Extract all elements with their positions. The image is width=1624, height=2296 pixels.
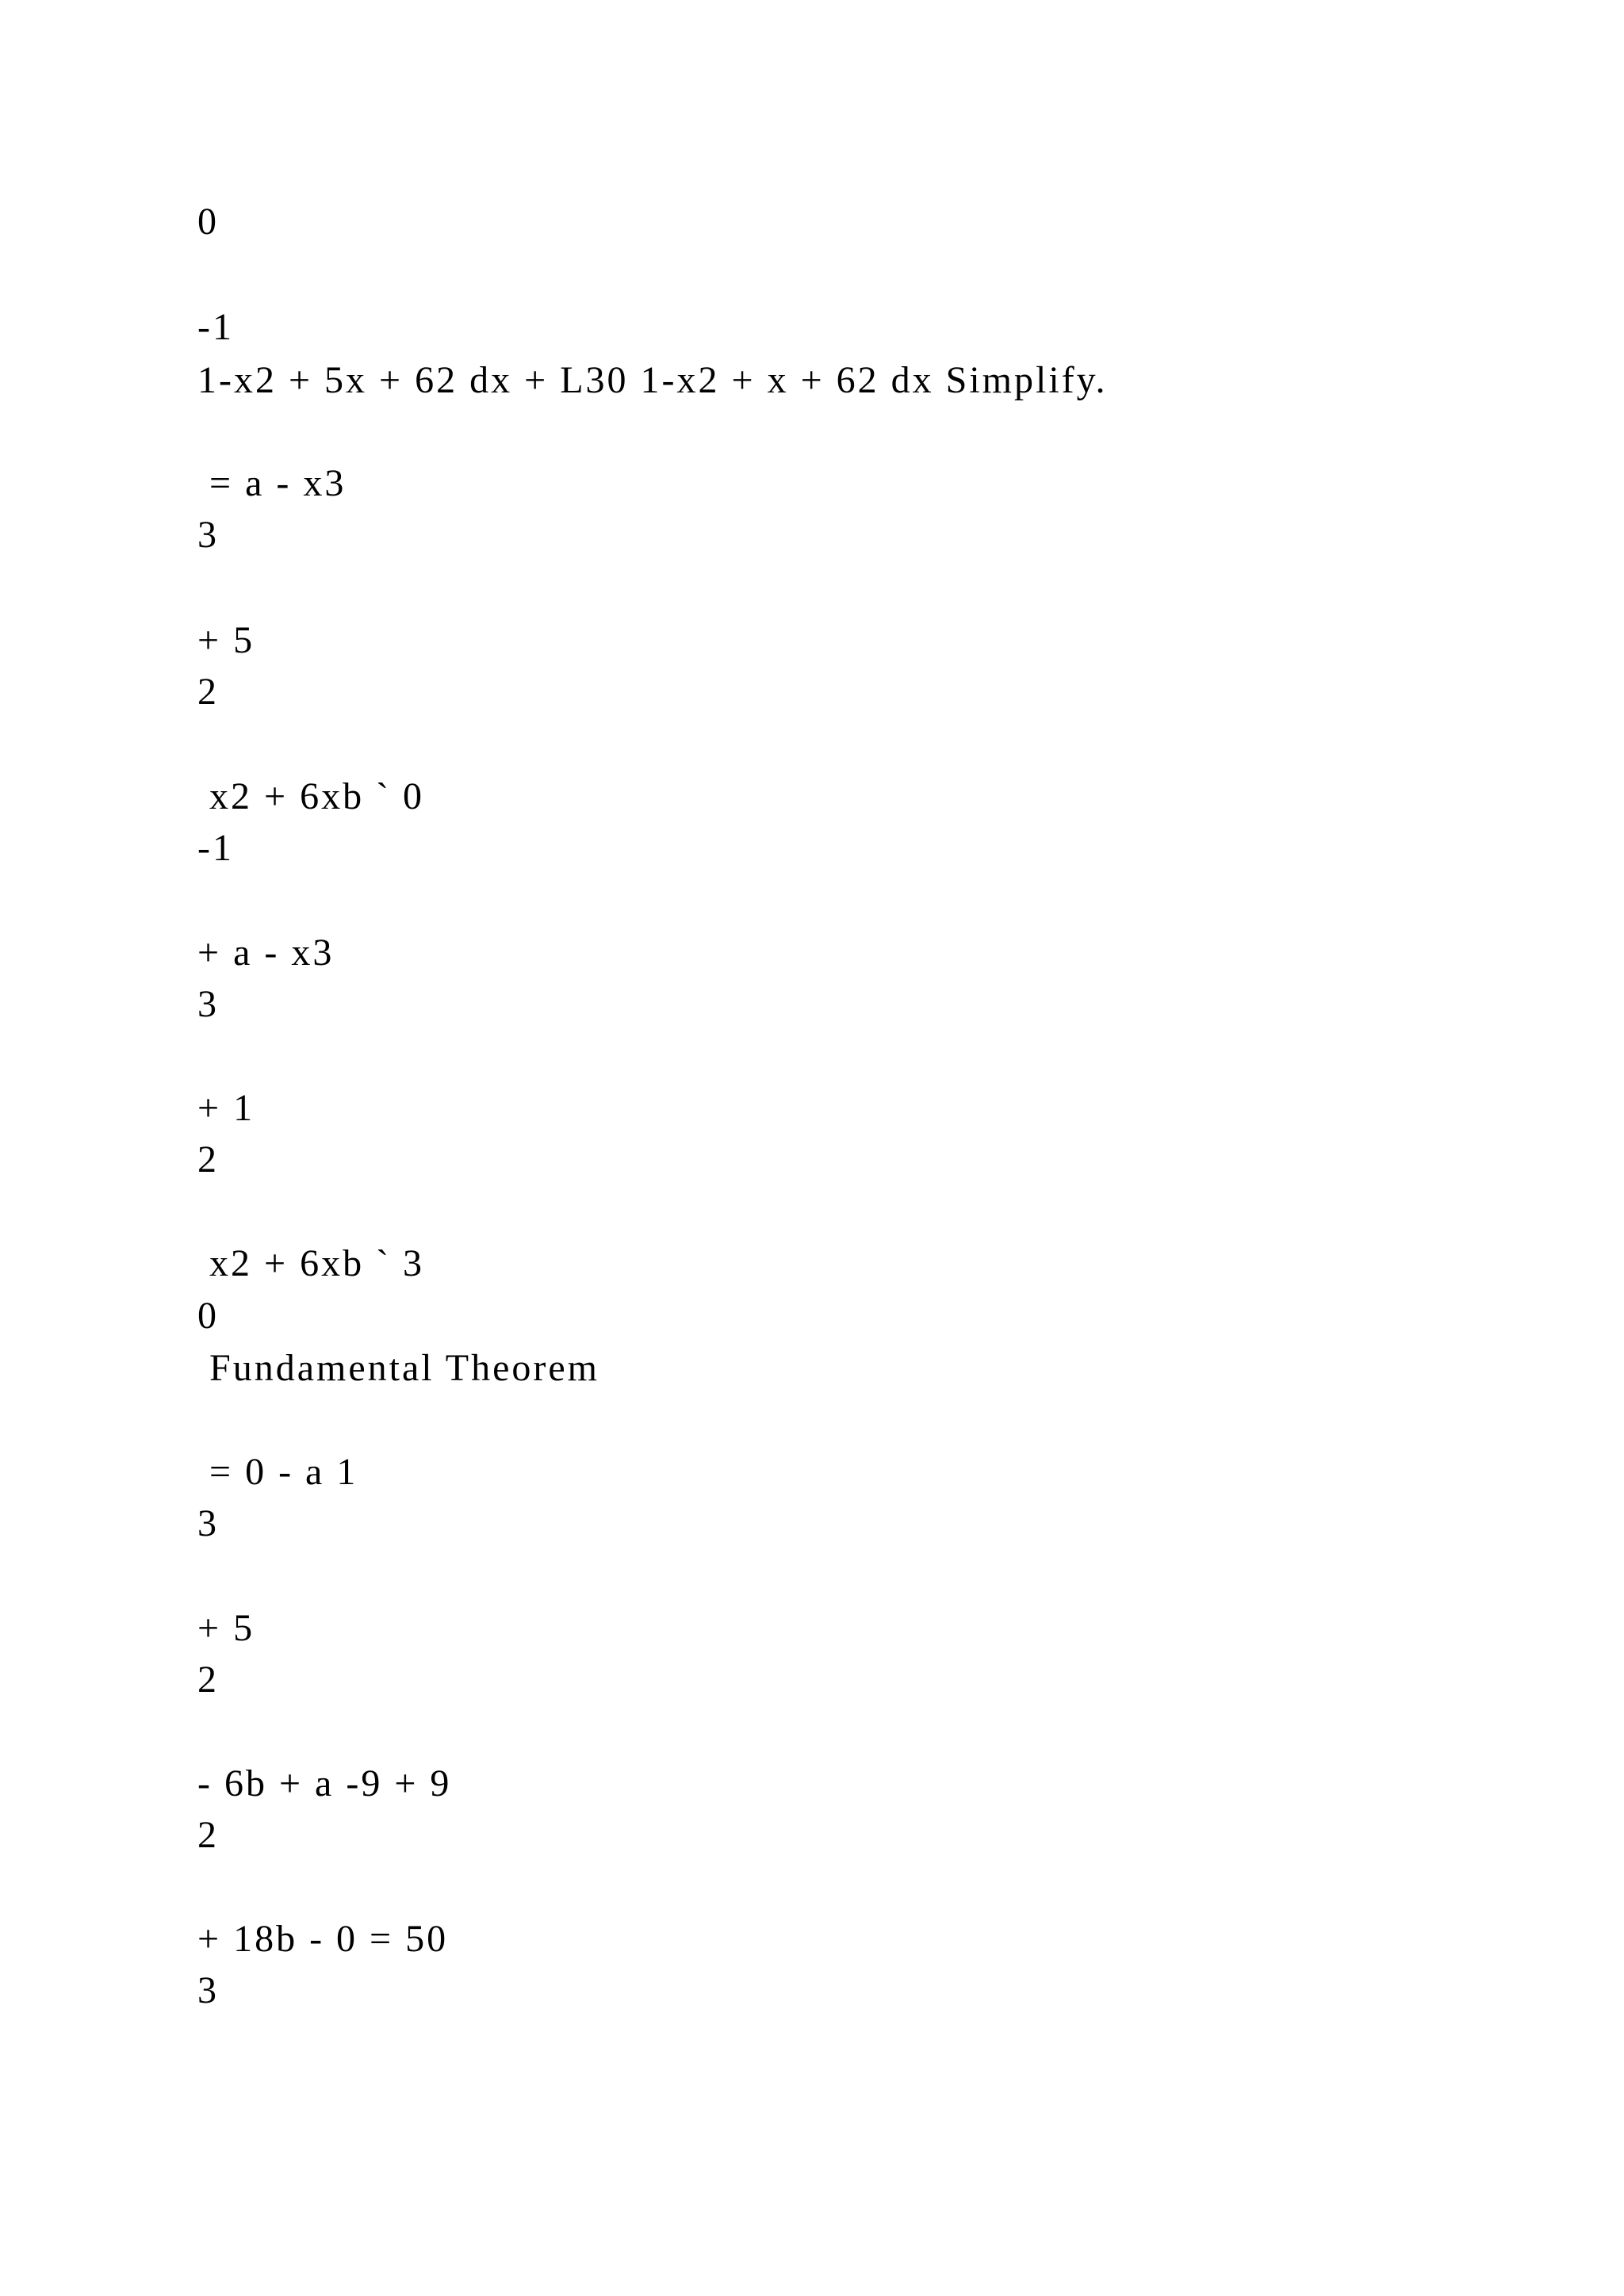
text-line: 2 <box>197 1138 219 1181</box>
text-line: 0 <box>197 1295 219 1337</box>
text-line: -1 <box>197 306 234 348</box>
text-line: + 18b - 0 = 50 <box>197 1918 449 1960</box>
text-line: 3 <box>197 1969 219 2011</box>
text-line: 1-x2 + 5x + 62 dx + L30 1-x2 + x + 62 dx Simplify. <box>197 359 1108 401</box>
text-line: + 1 <box>197 1087 255 1129</box>
text-line: x2 + 6xb ` 3 <box>197 1242 425 1284</box>
text-line: = a - x3 <box>197 462 347 504</box>
section-heading: Fundamental Theorem <box>197 1347 599 1389</box>
text-line: 2 <box>197 1659 219 1701</box>
text-line: 3 <box>197 983 219 1025</box>
text-line: 2 <box>197 1814 219 1856</box>
text-line: - 6b + a -9 + 9 <box>197 1762 452 1804</box>
text-line: -1 <box>197 827 234 869</box>
text-line: 2 <box>197 671 219 713</box>
text-line: + 5 <box>197 619 255 661</box>
text-line: x2 + 6xb ` 0 <box>197 775 425 817</box>
text-line: = 0 - a 1 <box>197 1451 358 1493</box>
text-line: + 5 <box>197 1607 255 1649</box>
text-line: 0 <box>197 201 219 243</box>
text-line: + a - x3 <box>197 932 335 974</box>
text-line: 3 <box>197 514 219 556</box>
text-line: 3 <box>197 1502 219 1544</box>
